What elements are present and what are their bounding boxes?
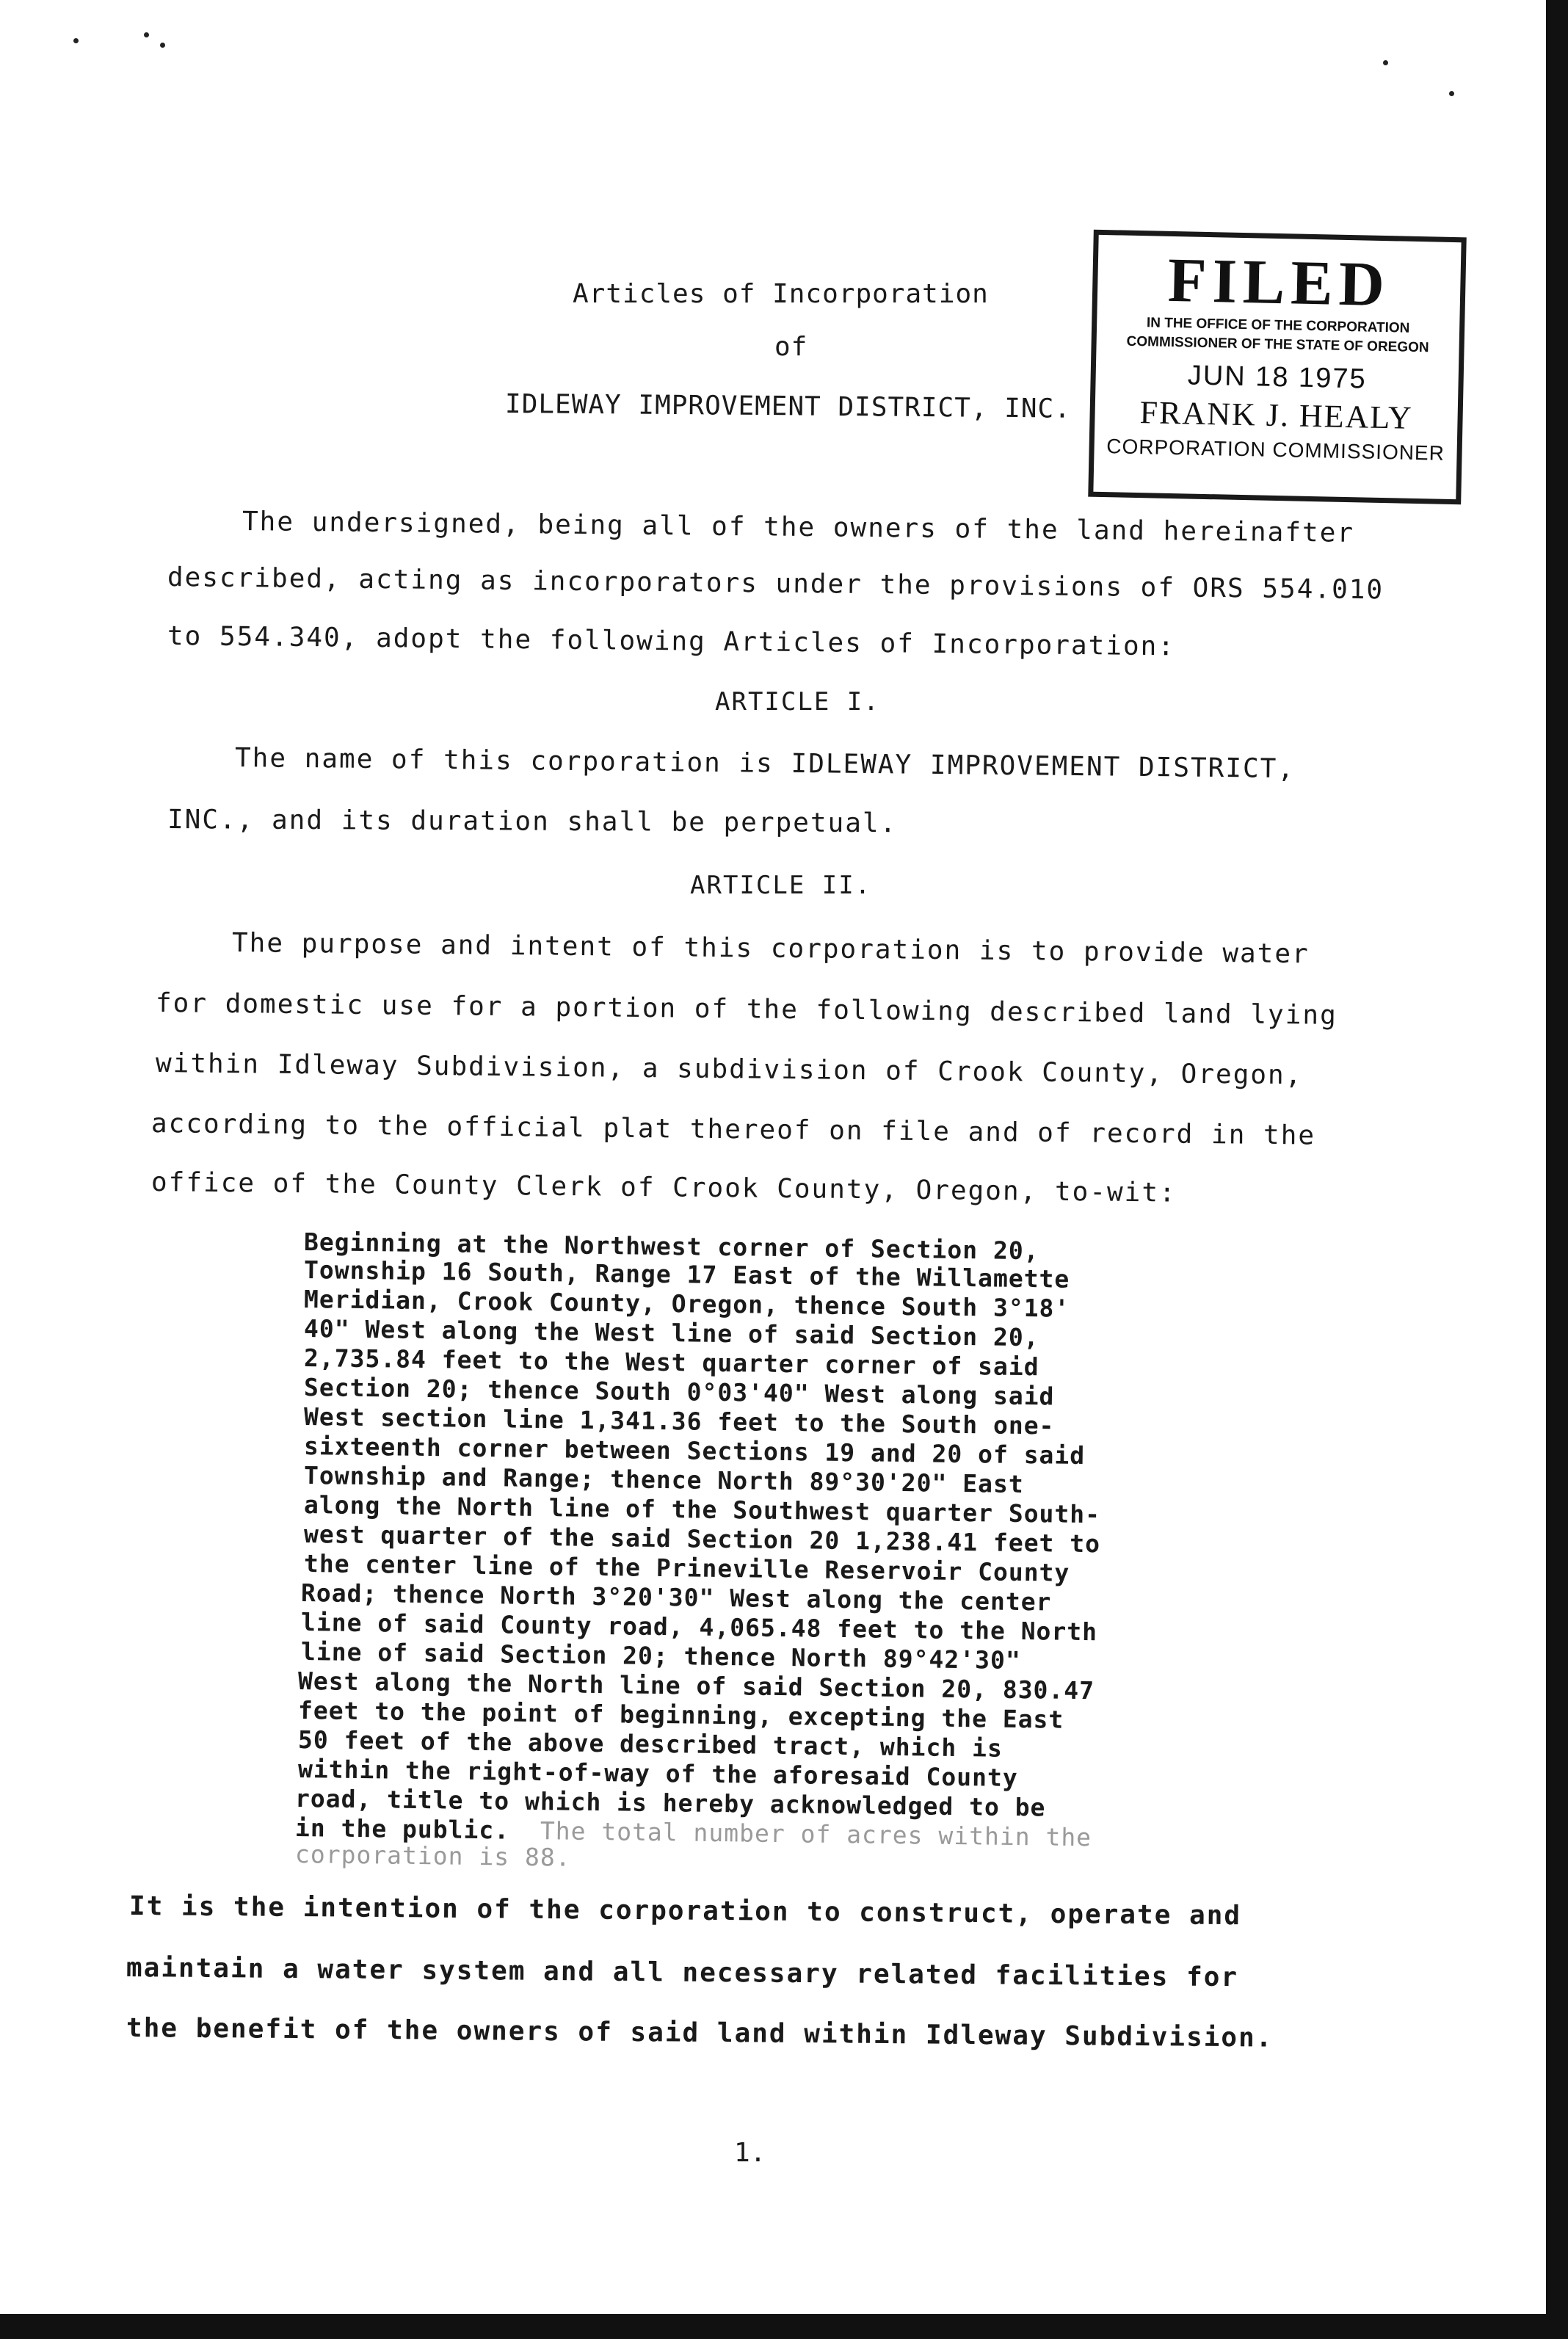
- preamble-line: described, acting as incorporators under the provisions of ORS 554.010: [167, 562, 1384, 606]
- stamp-commissioner-role: CORPORATION COMMISSIONER: [1106, 435, 1445, 465]
- article-1-line: INC., and its duration shall be perpetual.: [167, 805, 898, 839]
- scan-speck: [1383, 60, 1388, 65]
- legal-description-line: along the North line of the Southwest quarter South-: [303, 1490, 1101, 1529]
- page-number: 1.: [734, 2138, 766, 2168]
- corporation-name-title: IDLEWAY IMPROVEMENT DISTRICT, INC.: [504, 389, 1072, 424]
- closing-line: It is the intention of the corporation to construct, operate and: [128, 1891, 1242, 1932]
- legal-description-line: line of said Section 20; thence North 89°42'30": [300, 1637, 1021, 1675]
- scan-speck: [144, 32, 149, 37]
- document-title-of: of: [774, 332, 808, 362]
- stamp-office-line: COMMISSIONER OF THE STATE OF OREGON: [1126, 333, 1429, 356]
- closing-line: the benefit of the owners of said land within Idleway Subdivision.: [126, 2013, 1274, 2053]
- faded-acreage-text: The total number of acres within the: [540, 1816, 1092, 1852]
- legal-description-line: Meridian, Crook County, Oregon, thence South 3°18': [303, 1285, 1070, 1323]
- legal-description-line: West section line 1,341.36 feet to the South one-: [303, 1402, 1055, 1440]
- legal-description-line: within the right-of-way of the aforesaid County: [297, 1755, 1018, 1792]
- stamp-commissioner-name: FRANK J. HEALY: [1139, 394, 1414, 436]
- legal-description-end: in the public.: [294, 1813, 510, 1845]
- legal-description-line: the center line of the Prineville Reservoir County: [303, 1549, 1070, 1587]
- article-1-heading: ARTICLE I.: [715, 687, 880, 717]
- legal-description-line: feet to the point of beginning, excepting the East: [297, 1696, 1064, 1734]
- legal-description-line: west quarter of the said Section 20 1,238.41 feet to: [303, 1520, 1101, 1559]
- legal-description-line: road, title to which is hereby acknowledged to be: [294, 1784, 1046, 1822]
- legal-description-line: sixteenth corner between Sections 19 and 20 of said: [303, 1432, 1086, 1471]
- legal-description-line: 40" West along the West line of said Section 20,: [303, 1314, 1039, 1352]
- article-2-line: The purpose and intent of this corporation is to provide water: [231, 928, 1310, 970]
- stamp-filed-text: FILED: [1167, 244, 1391, 320]
- article-2-heading: ARTICLE II.: [690, 871, 872, 900]
- scan-edge-right: [1546, 0, 1568, 2339]
- legal-description-line: Township 16 South, Range 17 East of the Willamette: [303, 1255, 1070, 1294]
- legal-description-line: West along the North line of said Section 20, 830.47: [297, 1667, 1095, 1705]
- preamble-line: to 554.340, adopt the following Articles of Incorporation:: [167, 621, 1176, 662]
- document-title: Articles of Incorporation: [573, 279, 989, 309]
- article-1-line: The name of this corporation is IDLEWAY IMPROVEMENT DISTRICT,: [234, 743, 1296, 785]
- legal-description-line: Beginning at the Northwest corner of Section 20,: [303, 1227, 1039, 1266]
- stamp-office-line: IN THE OFFICE OF THE CORPORATION: [1146, 315, 1410, 336]
- legal-description-line: Section 20; thence South 0°03'40" West along said: [303, 1373, 1055, 1411]
- stamp-date: JUN 18 1975: [1187, 360, 1368, 395]
- scan-speck: [73, 38, 79, 43]
- scan-speck: [160, 43, 165, 48]
- preamble-line: The undersigned, being all of the owners of the land hereinafter: [242, 507, 1355, 548]
- article-2-line: according to the official plat thereof on file and of record in the: [150, 1109, 1316, 1151]
- legal-description-line: 50 feet of the above described tract, which is: [297, 1725, 1003, 1763]
- legal-description-line: Township and Range; thence North 89°30'20" East: [303, 1461, 1024, 1498]
- legal-description-line: 2,735.84 feet to the West quarter corner of said: [303, 1343, 1039, 1382]
- article-2-line: office of the County Clerk of Crook County, Oregon, to-wit:: [150, 1167, 1177, 1208]
- legal-description-line: Road; thence North 3°20'30" West along the center: [300, 1578, 1052, 1617]
- scan-edge-bottom: [0, 2314, 1568, 2339]
- scan-speck: [1449, 91, 1454, 96]
- faded-acreage-text: corporation is 88.: [294, 1840, 571, 1872]
- legal-description-line: line of said County road, 4,065.48 feet to the North: [300, 1608, 1098, 1647]
- article-2-line: within Idleway Subdivision, a subdivision of Crook County, Oregon,: [155, 1048, 1303, 1091]
- article-2-line: for domestic use for a portion of the following described land lying: [155, 988, 1337, 1031]
- closing-line: maintain a water system and all necessary related facilities for: [126, 1953, 1239, 1993]
- filed-stamp: [1088, 230, 1467, 505]
